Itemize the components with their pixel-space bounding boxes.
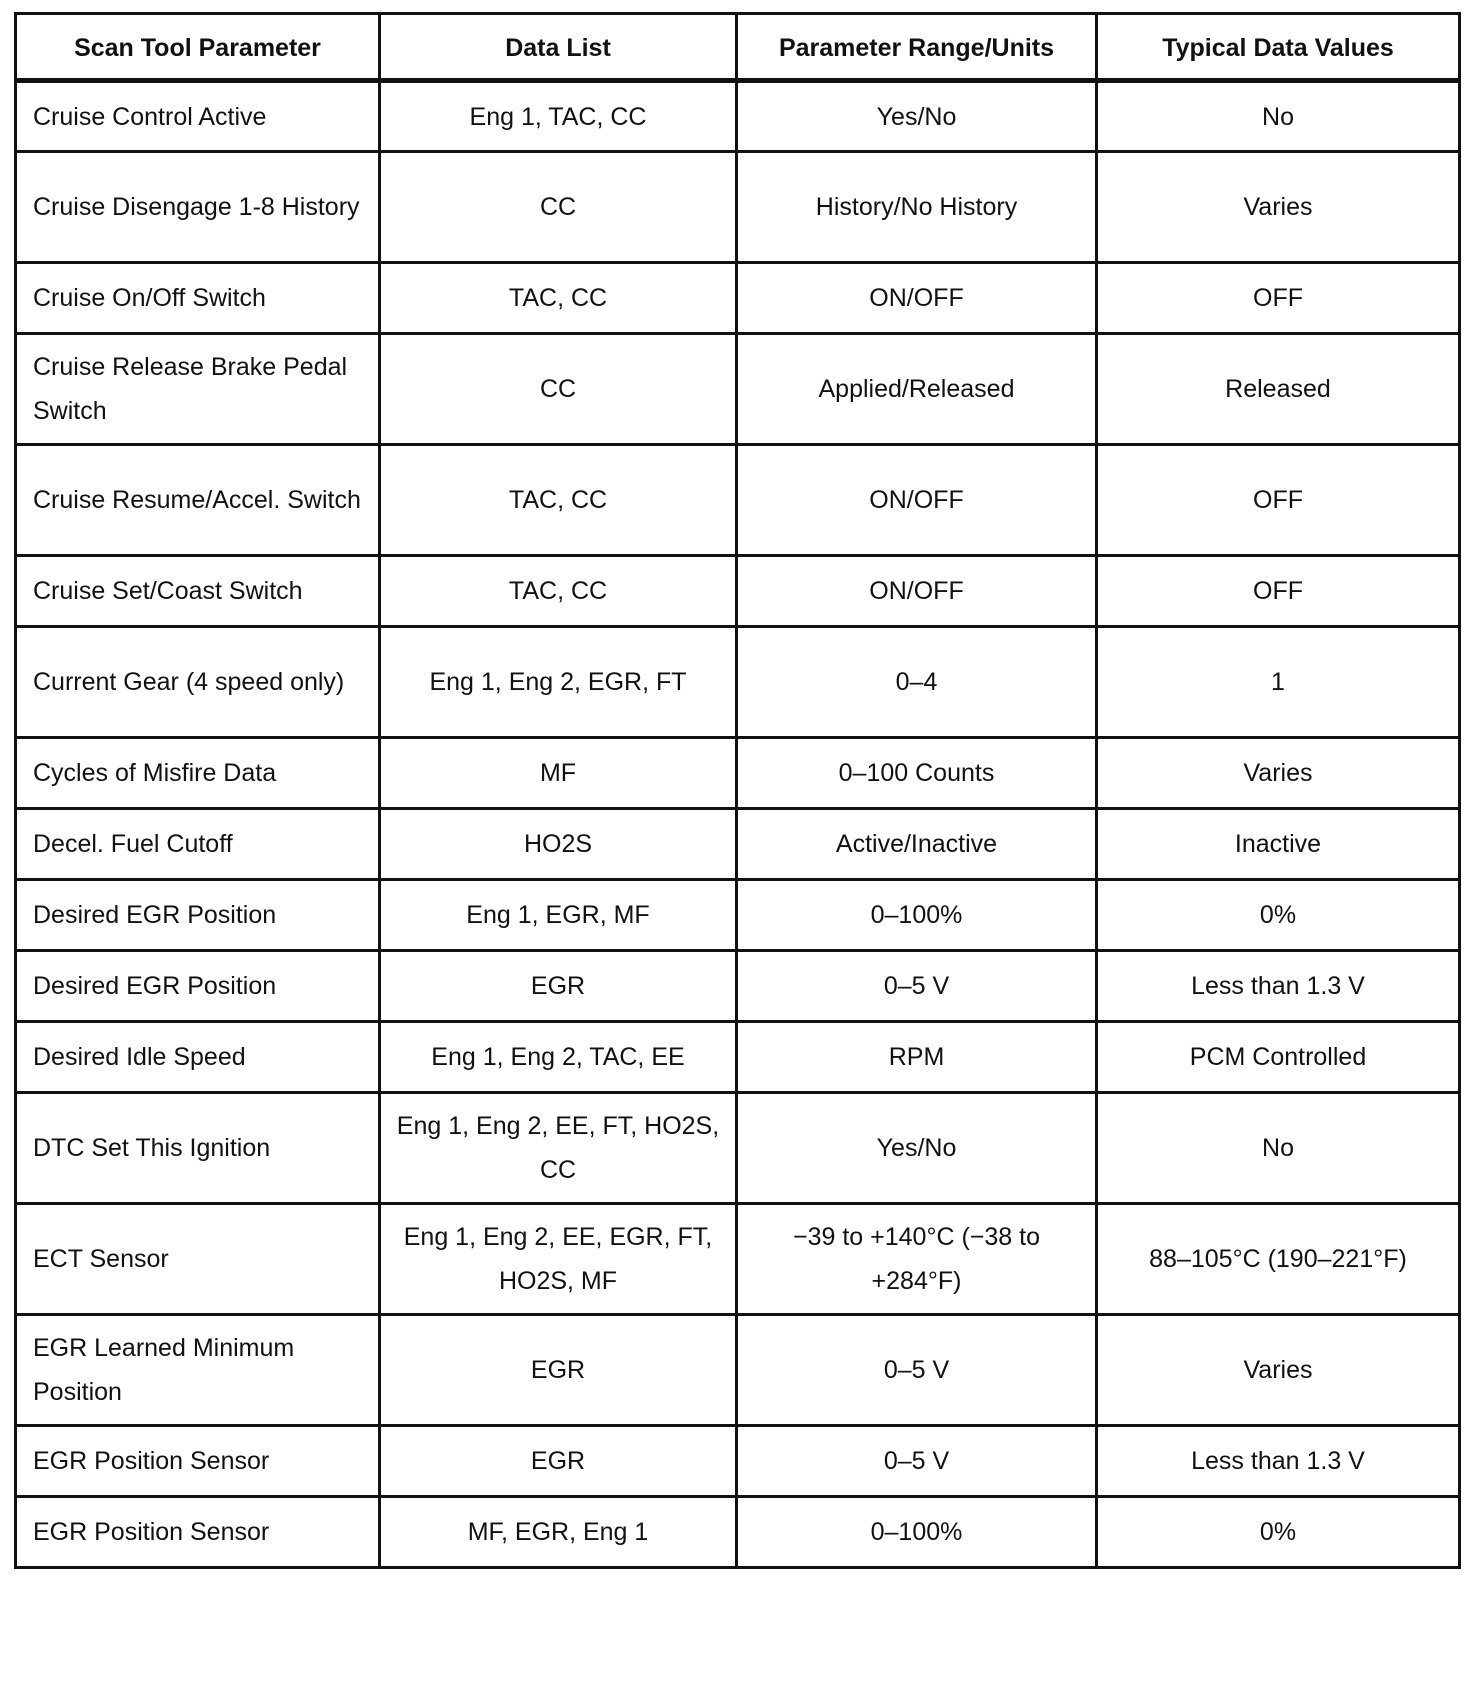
table-row [16, 556, 1460, 627]
parameter-cell: Desired EGR Position [16, 951, 380, 1022]
parameter-cell: Cruise Resume/Accel. Switch [16, 445, 380, 556]
typical-value-cell: OFF [1097, 556, 1460, 627]
typical-value-cell: No [1097, 81, 1460, 152]
table-row [16, 152, 1460, 263]
table-row [16, 1315, 1460, 1426]
data-list-cell: Eng 1, Eng 2, TAC, EE [380, 1022, 737, 1093]
range-units-cell: ON/OFF [737, 556, 1097, 627]
parameter-cell: DTC Set This Ignition [16, 1093, 380, 1204]
table-row [16, 1204, 1460, 1315]
parameter-cell: Desired EGR Position [16, 880, 380, 951]
table-row [16, 627, 1460, 738]
parameter-cell: Current Gear (4 speed only) [16, 627, 380, 738]
range-units-cell: ON/OFF [737, 263, 1097, 334]
document-page [14, 12, 1458, 1569]
data-list-cell: TAC, CC [380, 556, 737, 627]
typical-value-cell: 0% [1097, 880, 1460, 951]
parameter-cell: Cruise Disengage 1-8 History [16, 152, 380, 263]
range-units-cell: Active/Inactive [737, 809, 1097, 880]
table-row [16, 81, 1460, 152]
parameter-cell: Decel. Fuel Cutoff [16, 809, 380, 880]
parameter-cell: Cruise On/Off Switch [16, 263, 380, 334]
typical-value-cell: Varies [1097, 152, 1460, 263]
table-row [16, 1497, 1460, 1568]
parameter-cell: ECT Sensor [16, 1204, 380, 1315]
range-units-cell: 0–5 V [737, 951, 1097, 1022]
data-list-cell: TAC, CC [380, 263, 737, 334]
range-units-cell: 0–100 Counts [737, 738, 1097, 809]
typical-value-cell: OFF [1097, 263, 1460, 334]
table-row [16, 1093, 1460, 1204]
parameter-cell: Cruise Release Brake Pedal Switch [16, 334, 380, 445]
table-row [16, 1022, 1460, 1093]
table-row [16, 445, 1460, 556]
data-list-cell: Eng 1, Eng 2, EE, FT, HO2S, CC [380, 1093, 737, 1204]
range-units-cell: Yes/No [737, 1093, 1097, 1204]
typical-value-cell: 1 [1097, 627, 1460, 738]
range-units-cell: 0–5 V [737, 1426, 1097, 1497]
range-units-cell: 0–100% [737, 1497, 1097, 1568]
table-row [16, 809, 1460, 880]
table-row [16, 263, 1460, 334]
data-list-cell: CC [380, 334, 737, 445]
range-units-cell: 0–5 V [737, 1315, 1097, 1426]
data-list-cell: Eng 1, Eng 2, EE, EGR, FT, HO2S, MF [380, 1204, 737, 1315]
data-list-cell: HO2S [380, 809, 737, 880]
typical-value-cell: Varies [1097, 738, 1460, 809]
typical-value-cell: Less than 1.3 V [1097, 951, 1460, 1022]
parameter-cell: Desired Idle Speed [16, 1022, 380, 1093]
data-list-cell: MF, EGR, Eng 1 [380, 1497, 737, 1568]
header-parameter-range-units: Parameter Range/Units [737, 14, 1097, 81]
parameter-cell: EGR Position Sensor [16, 1426, 380, 1497]
typical-value-cell: Varies [1097, 1315, 1460, 1426]
data-list-cell: MF [380, 738, 737, 809]
table-row [16, 334, 1460, 445]
parameter-cell: EGR Learned Minimum Position [16, 1315, 380, 1426]
data-list-cell: Eng 1, TAC, CC [380, 81, 737, 152]
table-row [16, 951, 1460, 1022]
typical-value-cell: No [1097, 1093, 1460, 1204]
data-list-cell: EGR [380, 951, 737, 1022]
header-scan-tool-parameter: Scan Tool Parameter [16, 14, 380, 81]
parameter-cell: EGR Position Sensor [16, 1497, 380, 1568]
range-units-cell: ON/OFF [737, 445, 1097, 556]
data-list-cell: EGR [380, 1426, 737, 1497]
data-list-cell: Eng 1, Eng 2, EGR, FT [380, 627, 737, 738]
range-units-cell: −39 to +140°C (−38 to +284°F) [737, 1204, 1097, 1315]
typical-value-cell: OFF [1097, 445, 1460, 556]
data-list-cell: CC [380, 152, 737, 263]
table-row [16, 738, 1460, 809]
typical-value-cell: PCM Controlled [1097, 1022, 1460, 1093]
range-units-cell: 0–4 [737, 627, 1097, 738]
parameter-cell: Cruise Control Active [16, 81, 380, 152]
table-row [16, 880, 1460, 951]
range-units-cell: Applied/Released [737, 334, 1097, 445]
typical-value-cell: 0% [1097, 1497, 1460, 1568]
typical-value-cell: Less than 1.3 V [1097, 1426, 1460, 1497]
parameter-cell: Cycles of Misfire Data [16, 738, 380, 809]
range-units-cell: History/No History [737, 152, 1097, 263]
typical-value-cell: 88–105°C (190–221°F) [1097, 1204, 1460, 1315]
data-list-cell: Eng 1, EGR, MF [380, 880, 737, 951]
range-units-cell: Yes/No [737, 81, 1097, 152]
data-list-cell: TAC, CC [380, 445, 737, 556]
parameter-cell: Cruise Set/Coast Switch [16, 556, 380, 627]
header-data-list: Data List [380, 14, 737, 81]
range-units-cell: RPM [737, 1022, 1097, 1093]
header-typical-data-values: Typical Data Values [1097, 14, 1460, 81]
header-row [16, 14, 1460, 81]
data-list-cell: EGR [380, 1315, 737, 1426]
table-row [16, 1426, 1460, 1497]
typical-value-cell: Released [1097, 334, 1460, 445]
range-units-cell: 0–100% [737, 880, 1097, 951]
typical-value-cell: Inactive [1097, 809, 1460, 880]
scan-tool-data-table [14, 12, 1461, 1569]
